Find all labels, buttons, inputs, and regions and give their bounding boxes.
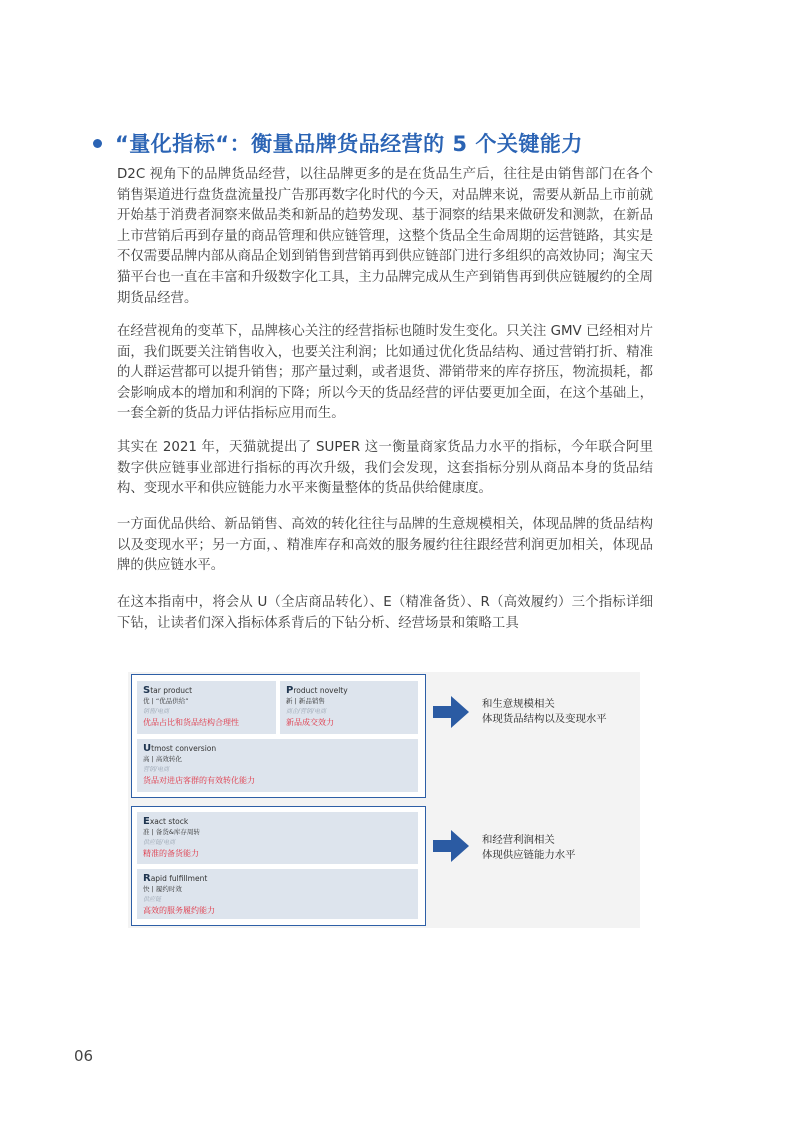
card-initial: E <box>143 816 150 827</box>
card-title: roduct novelty <box>293 686 348 695</box>
bullet-dot-icon <box>93 139 102 148</box>
paragraph: D2C 视角下的品牌货品经营，以往品牌更多的是在货品生产后，往往是由销售部门在各个销售渠道进行盘货盘流量投广告那再数字化时代的今天，对品牌来说，需要从新品上市前就开始基于消费者洞察来做品类和新品的趋势发现、基于洞察的结果来做研发和测款，在新品上市营销后再到存量的商品管理和供应链管理，这整个货品全生命周期的运营链路，其实是不仅需要品牌内部从商品企划到销售到营销再到供应链部门进行多组织的高效协同；淘宝天猫平台也一直在丰富和升级数字化工具，主力品牌完成从生产到销售再到供应链履约的全周期货品经营。 <box>117 167 653 306</box>
card-rapid-fulfillment <box>137 869 418 919</box>
card-metric: 高效的服务履约能力 <box>143 906 215 915</box>
page-number: 06 <box>74 1047 94 1065</box>
arrow-right-icon <box>433 828 469 864</box>
card-owner: 销售/电商 <box>143 708 170 715</box>
card-initial: P <box>286 685 294 696</box>
card-utmost-conversion <box>137 739 418 792</box>
card-product-novelty <box>280 681 418 734</box>
group-business-scale <box>131 674 426 798</box>
card-star-product <box>137 681 276 734</box>
card-metric: 货品对进店客群的有效转化能力 <box>143 776 255 785</box>
super-indicator-figure <box>128 672 640 928</box>
paragraph: 在这本指南中，将会从 U（全店商品转化）、E（精准备货）、R（高效履约）三个指标详细下钻，让读者们深入指标体系背后的下钻分析、经营场景和策略工具 <box>117 595 653 631</box>
caption-line: 和经营利润相关 <box>482 834 555 846</box>
paragraph: 其实在 2021 年，天猫就提出了 SUPER 这一衡量商家货品力水平的指标，今年联合阿里数字供应链事业部进行指标的再次升级，我们会发现，这套指标分别从商品本身的货品结构、变现水平和供应链能力水平来衡量整体的货品供给健康度。 <box>117 440 653 497</box>
card-owner: 供应链/电商 <box>143 839 176 846</box>
arrow-caption-bottom <box>482 833 576 863</box>
caption-line: 体现供应链能力水平 <box>482 849 576 861</box>
paragraph: 一方面优品供给、新品销售、高效的转化往往与品牌的生意规模相关，体现品牌的货品结构以及变现水平；另一方面，、精准库存和高效的服务履约往往跟经营利润更加相关，体现品牌的供应链水平。 <box>117 517 653 574</box>
card-subtitle: 新 | 新品销售 <box>286 697 325 705</box>
card-owner: 营销/电商 <box>143 766 170 773</box>
card-owner: 商企/营销/电商 <box>286 708 327 715</box>
card-title: tmost conversion <box>151 744 217 753</box>
card-subtitle: 高 | 高效转化 <box>143 755 182 763</box>
arrow-caption-top <box>482 697 607 727</box>
card-initial: U <box>143 743 152 754</box>
card-initial: R <box>143 873 151 884</box>
card-metric: 优品占比和货品结构合理性 <box>143 718 239 727</box>
card-initial: S <box>143 685 151 696</box>
card-subtitle: 优 | “优品供给” <box>143 697 189 705</box>
card-title: tar product <box>150 686 193 695</box>
group-operating-profit <box>131 806 426 926</box>
card-metric: 新品成交效力 <box>286 718 334 727</box>
caption-line: 体现货品结构以及变现水平 <box>482 713 607 725</box>
heading-text: “量化指标“：衡量品牌货品经营的 5 个关键能力 <box>115 132 583 156</box>
card-title: xact stock <box>149 817 189 826</box>
card-metric: 精准的备货能力 <box>143 849 199 858</box>
card-subtitle: 准 | 备货&库存周转 <box>143 828 200 836</box>
card-title: apid fulfillment <box>150 874 208 883</box>
card-owner: 供应链 <box>143 896 162 903</box>
arrow-right-icon <box>433 694 469 730</box>
paragraph: 在经营视角的变革下，品牌核心关注的经营指标也随时发生变化。只关注 GMV 已经相对片面，我们既要关注销售收入，也要关注利润；比如通过优化货品结构、通过营销打折、精准的人群运营都可以提升销售；那产量过剩，或者退货、滞销带来的库存挤压，物流损耗，都会影响成本的增加和利润的下降；所以今天的货品经营的评估要更加全面，在这个基础上，一套全新的货品力评估指标应用而生。 <box>117 324 653 422</box>
card-exact-stock <box>137 812 418 864</box>
card-subtitle: 快 | 履约时效 <box>143 885 182 893</box>
section-heading <box>93 128 733 158</box>
caption-line: 和生意规模相关 <box>482 698 555 710</box>
